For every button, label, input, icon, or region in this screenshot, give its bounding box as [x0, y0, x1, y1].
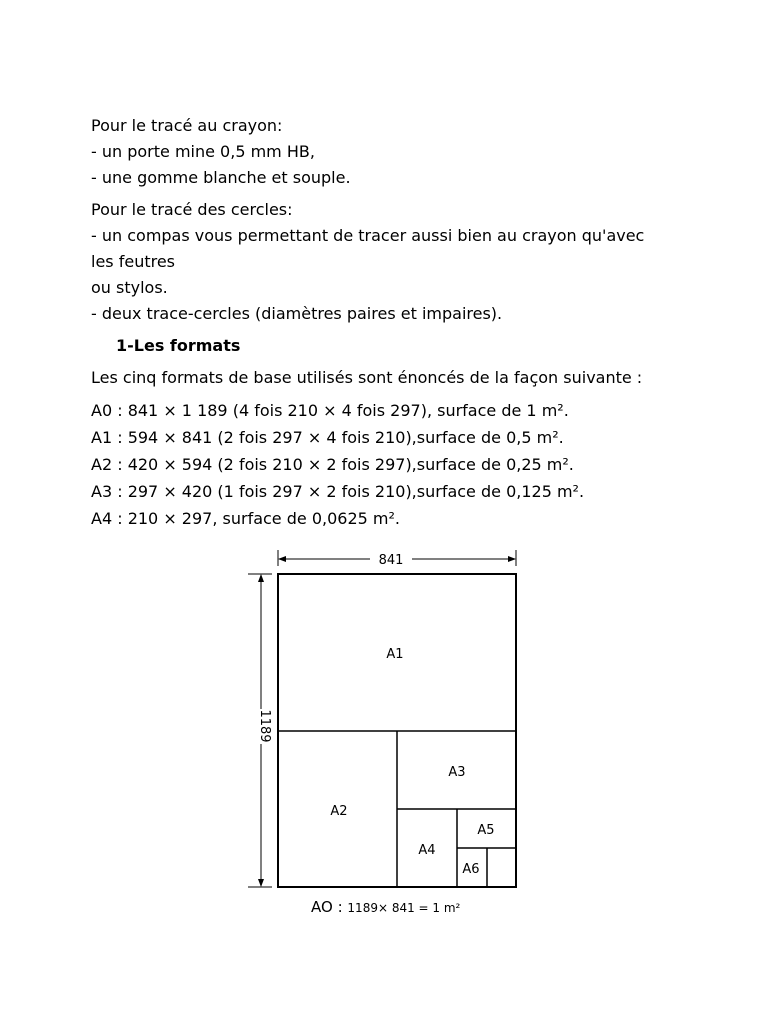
circles-item-3: ou stylos. — [91, 278, 168, 297]
label-a1: A1 — [386, 647, 404, 662]
format-a0: A0 : 841 × 1 189 (4 fois 210 × 4 fois 297), surface de 1 m². — [91, 401, 569, 420]
document-body — [91, 113, 691, 532]
diagram-caption — [311, 898, 460, 916]
pencil-item-1: - un porte mine 0,5 mm HB, — [91, 142, 315, 161]
height-label: 1189 — [257, 709, 272, 743]
circles-item-1: - un compas vous permettant de tracer aussi bien au crayon qu'avec — [91, 226, 645, 245]
format-a3: A3 : 297 × 420 (1 fois 297 × 2 fois 210),surface de 0,125 m². — [91, 482, 585, 501]
label-a4: A4 — [418, 843, 436, 858]
paper-formats-diagram — [244, 544, 534, 924]
label-a3: A3 — [448, 765, 466, 780]
caption-prefix: AO : — [311, 898, 343, 916]
width-label: 841 — [378, 553, 404, 568]
circles-item-2: les feutres — [91, 252, 176, 271]
format-a2: A2 : 420 × 594 (2 fois 210 × 2 fois 297),surface de 0,25 m². — [91, 455, 574, 474]
diagram-svg — [244, 544, 534, 904]
format-a1: A1 : 594 × 841 (2 fois 297 × 4 fois 210),surface de 0,5 m². — [91, 428, 564, 447]
pencil-item-2: - une gomme blanche et souple. — [91, 168, 351, 187]
pencil-title: Pour le tracé au crayon: — [91, 116, 283, 135]
label-a5: A5 — [477, 823, 495, 838]
section-heading: 1-Les formats — [116, 336, 241, 355]
formats-list — [91, 397, 691, 532]
label-a2: A2 — [330, 804, 348, 819]
label-a6: A6 — [462, 862, 480, 877]
circles-title: Pour le tracé des cercles: — [91, 200, 293, 219]
circles-item-4: - deux trace-cercles (diamètres paires et impaires). — [91, 304, 503, 323]
section-intro: Les cinq formats de base utilisés sont énoncés de la façon suivante : — [91, 368, 643, 387]
caption-formula: 1189× 841 = 1 m² — [347, 901, 461, 915]
format-a4: A4 : 210 × 297, surface de 0,0625 m². — [91, 509, 400, 528]
